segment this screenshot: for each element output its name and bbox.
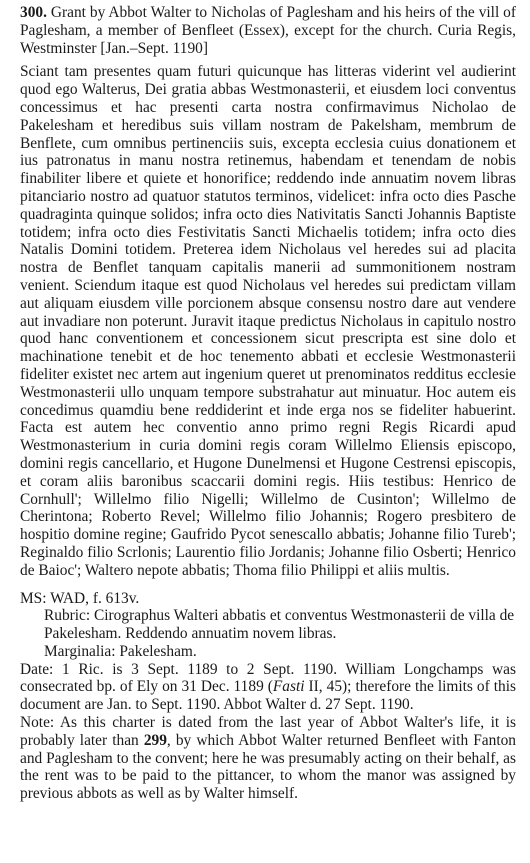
charter-heading [20,4,516,57]
charter-title: Grant by Abbot Walter to Nicholas of Paglesham and his heirs of the vill of Paglesham, a member of Benfleet (Essex), except for the church. Curia Regis, Westminster [Jan.–Sept. 1190] [20,4,516,57]
date-note-text: Date: 1 Ric. is 3 Sept. 1189 to 2 Sept. 1190. William Longchamps was consecrated bp. of Ely on 31 Dec. 1189 ( [20,660,516,696]
manuscript-reference: MS: WAD, f. 613v. [20,589,140,607]
commentary-text: Note: As this charter is dated from the last year of Abbot Walter's life, it is probably later than [20,714,516,749]
rubric-note: Rubric: Cirographus Walteri abbatis et conventus Westmonasterii de villa de Pakelesham. Reddendo annuatim novem libras. [44,607,515,643]
editorial-notes [20,590,516,804]
commentary-note [20,714,516,803]
charter-latin-text: Sciant tam presentes quam futuri quicunque has litteras viderint vel audierint quod ego Walterus, Dei gratia abbas Westmonasterii, et eiusdem loci conventus concessimus et hac presenti carta nostra confirmavimus Nicholao de Pakelesham et heredibus suis villam nostram de Pakelsham, membrum de Benflete, cum omnibus pertinenciis suis, excepta ecclesia cuius donationem et ius patronatus in manu nostra retinemus, habendam et tenendam de nobis finabiliter libere et quiete et honorifice; reddendo inde annuatim novem libras pitanciario nostro ad quatuor statutos terminos, videlicet: infra octo dies Pasche quadraginta quinque solidos; infra octo dies Nativitatis Sancti Johannis Baptiste totidem; infra octo dies Festivitatis Sancti Michaelis totidem; infra octo dies Natalis Domini totidem. Preterea idem Nicholaus vel heredes sui ad placita nostra de Benflet tanquam capitalis manerii ad summonitionem nostram venient. Sciendum itaque est quod Nicholaus vel heredes sui predictam villam aut aliquam eiusdem ville porcionem absque consensu nostro dare aut vendere aut invadiare non poterunt. Juravit itaque predictus Nicholaus in capitulo nostro quod hanc conventionem et concessionem sicut prescripta est sine dolo et machinatione tenebit et de hoc tenemento abbati et ecclesie Westmonasterii fideliter existet nec artem aut ingenium queret ut prenominatos redditus ecclesie Westmonasterii ullo unquam tempore substrahatur aut minuatur. Hoc autem eis concedimus quamdiu bene reddiderint et inde erga nos se fideliter habuerint. Facta est autem hec conventio anno primo regni Regis Ricardi apud Westmonasterium in curia domini regis coram Willelmo Eliensis episcopo, domini regis cancellario, et Hugone Dunelmensi et Hugone Cestrensi episcopis, et coram aliis baronibus scaccarii domini regis. Hiis testibus: Henrico de Cornhull'; Willelmo filio Nigelli; Willelmo de Cusinton'; Willelmo de Cherintona; Roberto Revel; Willelmo filio Johannis; Rogero presbitero de hospitio domine regine; Gaufrido Pycot senescallo abbatis; Johanne filio Tureb'; Reginaldo filio Scrlonis; Laurentio filio Jordanis; Johanne filio Osberti; Henrico de Baioc'; Waltero nepote abbatis; Thoma filio Philippi et aliis multis. [20,63,516,579]
fasti-citation: Fasti [272,678,305,696]
marginalia-note: Marginalia: Pakelesham. [44,642,197,660]
commentary-tail: , by which Abbot Walter returned Benfleet with Fanton and Paglesham to the convent; here he was presumably acting on their behalf, as the rent was to be paid to the pittancer, to whom the manor was assigned by previous abbots as well as by Walter himself. [20,731,516,803]
date-note-tail: II, 45); therefore the limits of this document are Jan. to Sept. 1190. Abbot Walter d. 27 Sept. 1190. [20,678,516,714]
cross-reference: 299 [143,731,167,749]
charter-number: 300. [20,4,47,21]
date-note [20,661,516,714]
